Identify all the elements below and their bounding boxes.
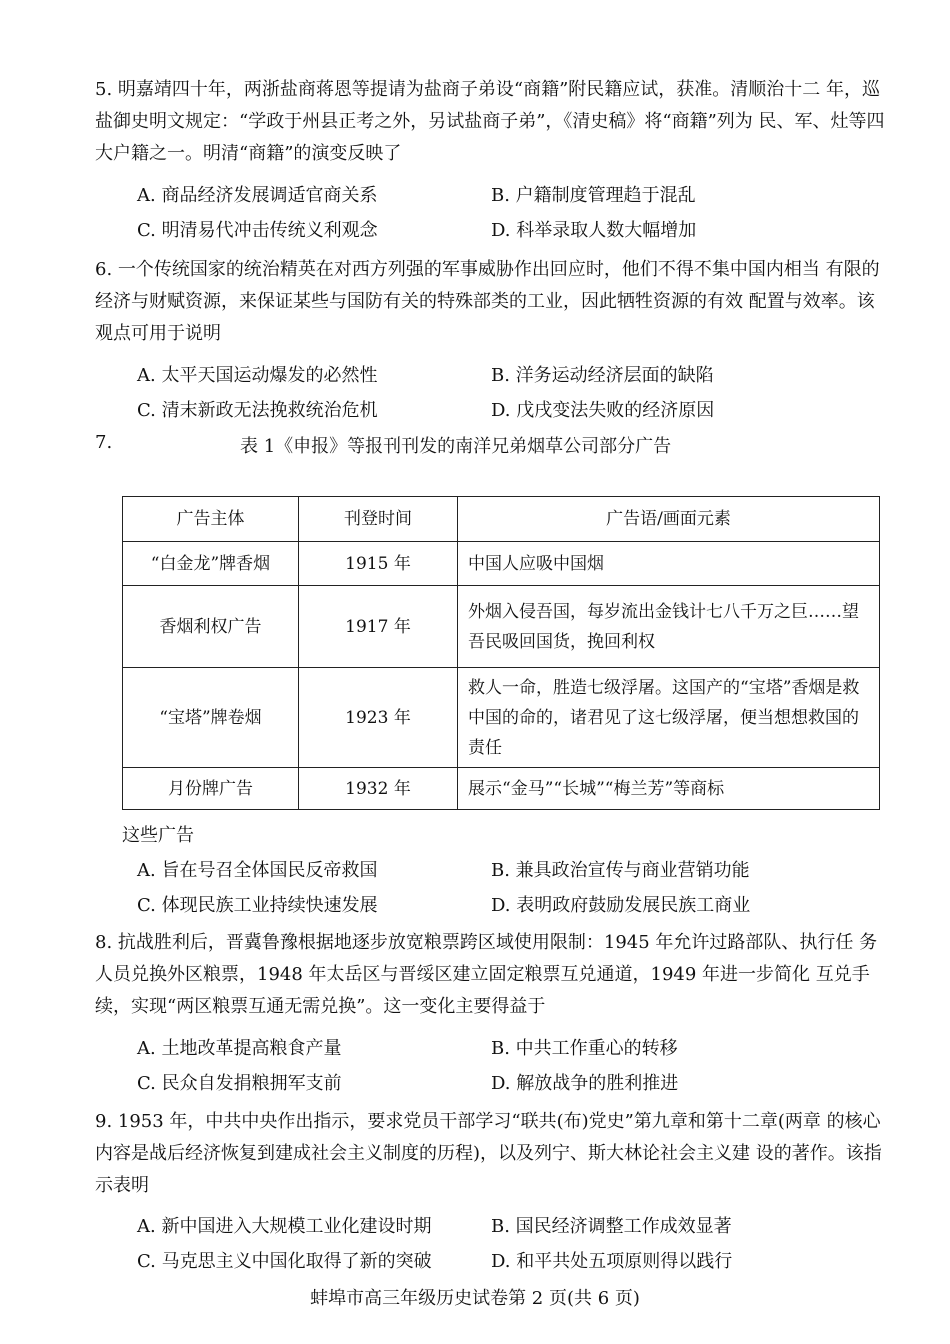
- header-cell: 刊登时间: [299, 497, 458, 542]
- option-b: B. 中共工作重心的转移: [491, 1038, 678, 1059]
- table-cell: 救人一命，胜造七级浮屠。这国产的“宝塔”香烟是救中国的命的，诸君见了这七级浮屠，便当想想救国的责任: [458, 668, 880, 768]
- table-row: [123, 586, 880, 668]
- table-cell: 月份牌广告: [123, 768, 299, 810]
- page-footer: 蚌埠市高三年级历史试卷第 2 页(共 6 页): [310, 1288, 640, 1309]
- question-stem: 5. 明嘉靖四十年，两浙盐商蒋恩等提请为盐商子弟设“商籍”附民籍应试，获准。清顺治十二 年，巡盐御史明文规定：“学政于州县正考之外，另试盐商子弟”，《清史稿》将“商籍”列为 民、军、灶等四大户籍之一。明清“商籍”的演变反映了: [95, 79, 885, 164]
- table-caption: 表 1《申报》等报刊刊发的南洋兄弟烟草公司部分广告: [240, 436, 672, 457]
- question-6: [95, 254, 885, 350]
- table-cell: 中国人应吸中国烟: [458, 542, 880, 586]
- option-a: A. 新中国进入大规模工业化建设时期: [137, 1216, 432, 1237]
- table-row: [123, 768, 880, 810]
- table-cell: 香烟利权广告: [123, 586, 299, 668]
- question-stem: 8. 抗战胜利后，晋冀鲁豫根据地逐步放宽粮票跨区域使用限制：1945 年允许过路部队、执行任 务人员兑换外区粮票，1948 年太岳区与晋绥区建立固定粮票互兑通道，1949 年进一步简化 互兑手续，实现“两区粮票互通无需兑换”。这一变化主要得益于: [95, 932, 878, 1017]
- option-d: D. 科举录取人数大幅增加: [491, 220, 697, 241]
- table-cell: 外烟入侵吾国，每岁流出金钱计七八千万之巨……望吾民吸回国货，挽回利权: [458, 586, 880, 668]
- question-stem: 9. 1953 年，中共中央作出指示，要求党员干部学习“联共(布)党史”第九章和第十二章(两章 的核心内容是战后经济恢复到建成社会主义制度的历程)，以及列宁、斯大林论社会主义建 设的著作。该指示表明: [95, 1111, 882, 1196]
- question-stem: 6. 一个传统国家的统治精英在对西方列强的军事威胁作出回应时，他们不得不集中国内相当 有限的经济与财赋资源，来保证某些与国防有关的特殊部类的工业，因此牺牲资源的有效 配置与效率。该观点可用于说明: [95, 259, 880, 344]
- option-c: C. 清末新政无法挽救统治危机: [137, 400, 378, 421]
- option-a: A. 商品经济发展调适官商关系: [137, 185, 378, 206]
- option-c: C. 马克思主义中国化取得了新的突破: [137, 1251, 432, 1272]
- option-d: D. 戊戌变法失败的经济原因: [491, 400, 715, 421]
- option-b: B. 洋务运动经济层面的缺陷: [491, 365, 714, 386]
- table-cell: 1923 年: [299, 668, 458, 768]
- header-cell: 广告语/画面元素: [458, 497, 880, 542]
- option-c: C. 民众自发捐粮拥军支前: [137, 1073, 342, 1094]
- option-a: A. 土地改革提高粮食产量: [137, 1038, 342, 1059]
- question-8: [95, 927, 885, 1023]
- table-cell: 1932 年: [299, 768, 458, 810]
- table-cell: “宝塔”牌卷烟: [123, 668, 299, 768]
- advertisement-table: [122, 496, 880, 810]
- option-b: B. 国民经济调整工作成效显著: [491, 1216, 732, 1237]
- table-row: [123, 668, 880, 768]
- table-cell: 1915 年: [299, 542, 458, 586]
- question-5: [95, 74, 885, 170]
- table-cell: “白金龙”牌香烟: [123, 542, 299, 586]
- option-d: D. 和平共处五项原则得以践行: [491, 1251, 733, 1272]
- option-b: B. 户籍制度管理趋于混乱: [491, 185, 696, 206]
- table-cell: 展示“金马”“长城”“梅兰芳”等商标: [458, 768, 880, 810]
- option-d: D. 表明政府鼓励发展民族工商业: [491, 895, 751, 916]
- table-cell: 1917 年: [299, 586, 458, 668]
- question-7-number: 7.: [95, 432, 113, 453]
- question-stem-continued: 这些广告: [122, 825, 194, 846]
- header-cell: 广告主体: [123, 497, 299, 542]
- option-c: C. 体现民族工业持续快速发展: [137, 895, 378, 916]
- option-d: D. 解放战争的胜利推进: [491, 1073, 679, 1094]
- option-c: C. 明清易代冲击传统义利观念: [137, 220, 378, 241]
- option-a: A. 旨在号召全体国民反帝救国: [137, 860, 378, 881]
- table-row: [123, 542, 880, 586]
- table-header-row: [123, 497, 880, 542]
- option-b: B. 兼具政治宣传与商业营销功能: [491, 860, 750, 881]
- option-a: A. 太平天国运动爆发的必然性: [137, 365, 378, 386]
- question-9: [95, 1106, 885, 1202]
